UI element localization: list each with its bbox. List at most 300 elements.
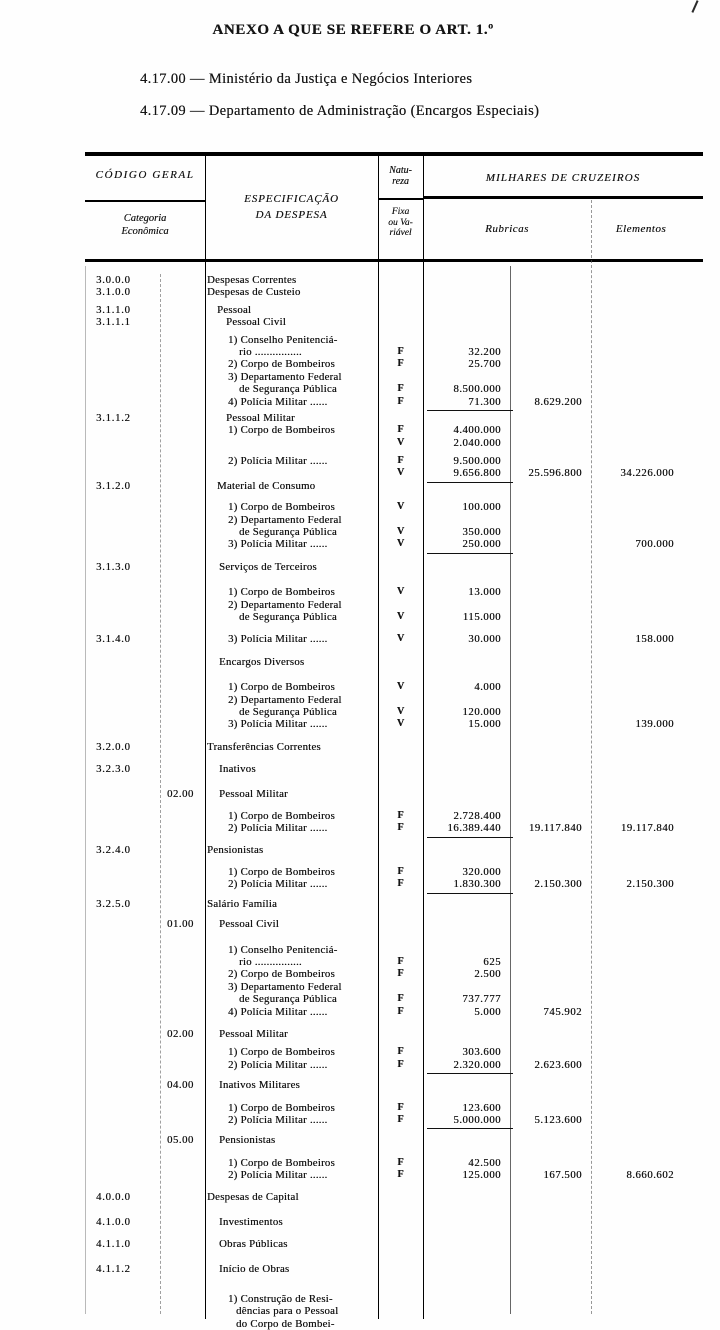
row-subcode	[160, 437, 205, 449]
row-specification: Pessoal Militar	[219, 1027, 288, 1040]
row-natureza-flag: F	[397, 455, 404, 467]
row-code	[85, 437, 160, 449]
row-elemento-value	[593, 586, 703, 598]
row-code: 3.1.1.2	[96, 411, 131, 424]
row-natureza-flag: V	[396, 467, 405, 479]
row-code: 3.1.0.0	[96, 286, 131, 299]
table-row	[85, 611, 703, 623]
row-item-value	[423, 1318, 510, 1330]
row-specification: 1) Corpo de Bombeiros	[228, 1101, 335, 1114]
row-code	[85, 1006, 160, 1018]
row-item-value	[423, 944, 510, 956]
row-subcode	[160, 810, 205, 822]
row-natureza-flag	[378, 741, 423, 753]
table-row	[85, 526, 703, 538]
row-specification: 4) Polícia Militar ......	[228, 1005, 328, 1018]
row-code	[85, 334, 160, 346]
row-rubrica-value	[510, 412, 593, 424]
row-natureza-flag	[378, 788, 423, 800]
row-rubrica-value: 19.117.840	[528, 822, 582, 835]
table-row	[85, 1191, 703, 1203]
row-code	[85, 822, 160, 834]
table-row	[85, 455, 703, 467]
row-elemento-value	[593, 304, 703, 316]
header-especificacao-line2: DA DESPESA	[255, 209, 328, 221]
row-code	[85, 1305, 160, 1317]
row-specification: 4) Polícia Militar ......	[228, 395, 328, 408]
row-subcode	[160, 334, 205, 346]
row-natureza-flag	[378, 1318, 423, 1330]
row-natureza-flag	[378, 371, 423, 383]
row-rubrica-value: 167.500	[543, 1169, 582, 1182]
row-elemento-value	[593, 1006, 703, 1018]
row-rubrica-value	[510, 741, 593, 753]
row-item-value	[423, 844, 510, 856]
row-natureza-flag: V	[396, 681, 405, 693]
row-elemento-value	[593, 611, 703, 623]
row-specification: 3) Polícia Militar ......	[228, 718, 328, 731]
row-elemento-value	[593, 944, 703, 956]
row-item-value	[423, 480, 510, 492]
header-natureza-line1: Natu-	[389, 165, 412, 176]
header-natureza	[378, 165, 423, 187]
row-subcode	[160, 480, 205, 492]
row-code	[85, 1134, 160, 1146]
row-elemento-value	[593, 993, 703, 1005]
row-elemento-value	[593, 412, 703, 424]
row-natureza-flag	[378, 1216, 423, 1228]
subtotal-rule	[427, 837, 513, 838]
row-item-value: 2.320.000	[453, 1058, 501, 1071]
header-milhares-de-cruzeiros: MILHARES DE CRUZEIROS	[485, 172, 641, 184]
row-subcode	[160, 599, 205, 611]
row-code	[85, 538, 160, 550]
row-rubrica-value	[510, 1191, 593, 1203]
row-code	[85, 1046, 160, 1058]
row-specification: 1) Construção de Resi-	[228, 1293, 333, 1306]
subtotal-rule	[427, 410, 513, 411]
row-elemento-value: 139.000	[635, 718, 674, 731]
row-code	[85, 371, 160, 383]
row-subcode: 01.00	[167, 918, 194, 931]
row-elemento-value	[593, 1134, 703, 1146]
row-natureza-flag: F	[397, 395, 404, 407]
row-item-value: 120.000	[462, 705, 501, 718]
row-natureza-flag	[378, 898, 423, 910]
row-item-value	[423, 656, 510, 668]
row-item-value	[423, 981, 510, 993]
row-subcode	[160, 1305, 205, 1317]
row-subcode	[160, 538, 205, 550]
row-natureza-flag	[378, 304, 423, 316]
row-natureza-flag	[378, 316, 423, 328]
row-item-value	[423, 286, 510, 298]
row-code: 3.1.1.1	[96, 316, 131, 329]
table-row	[85, 599, 703, 611]
row-elemento-value	[593, 599, 703, 611]
row-code	[85, 694, 160, 706]
row-natureza-flag	[378, 514, 423, 526]
subtotal-rule	[427, 1128, 513, 1129]
row-code	[85, 396, 160, 408]
row-subcode	[160, 316, 205, 328]
row-item-value	[423, 1305, 510, 1317]
row-subcode	[160, 898, 205, 910]
row-rubrica-value	[510, 656, 593, 668]
row-subcode	[160, 968, 205, 980]
table-row	[85, 822, 703, 834]
subtotal-rule	[427, 893, 513, 894]
row-item-value	[423, 316, 510, 328]
row-elemento-value	[593, 455, 703, 467]
row-subcode	[160, 1216, 205, 1228]
row-natureza-flag: V	[396, 501, 405, 513]
row-natureza-flag: V	[396, 538, 405, 550]
row-item-value: 115.000	[462, 610, 501, 623]
row-natureza-flag	[378, 1305, 423, 1317]
row-item-value	[423, 788, 510, 800]
row-specification: 2) Polícia Militar ......	[228, 1058, 328, 1071]
row-specification: de Segurança Pública	[239, 610, 337, 623]
row-natureza-flag: V	[396, 705, 405, 717]
row-code	[85, 599, 160, 611]
table-row	[85, 944, 703, 956]
budget-table	[85, 152, 703, 1330]
row-specification: 2) Polícia Militar ......	[228, 455, 328, 468]
row-natureza-flag: F	[397, 968, 404, 980]
row-natureza-flag	[378, 981, 423, 993]
row-subcode: 05.00	[167, 1134, 194, 1147]
row-elemento-value	[593, 371, 703, 383]
header-categoria-line1: Categoria	[123, 213, 167, 224]
table-row	[85, 718, 703, 730]
row-elemento-value: 34.226.000	[620, 467, 674, 480]
row-natureza-flag	[378, 480, 423, 492]
row-specification: 1) Corpo de Bombeiros	[228, 586, 335, 599]
row-subcode	[160, 412, 205, 424]
row-rubrica-value	[510, 304, 593, 316]
row-subcode	[160, 346, 205, 358]
row-specification: 2) Polícia Militar ......	[228, 822, 328, 835]
table-row	[85, 286, 703, 298]
row-item-value: 9.500.000	[453, 455, 501, 468]
row-code	[85, 918, 160, 930]
row-item-value: 737.777	[462, 993, 501, 1006]
row-subcode	[160, 1059, 205, 1071]
row-subcode	[160, 526, 205, 538]
row-item-value: 4.000	[474, 681, 501, 694]
row-specification: 1) Corpo de Bombeiros	[228, 424, 335, 437]
row-natureza-flag: V	[396, 526, 405, 538]
row-subcode	[160, 1293, 205, 1305]
row-rubrica-value	[510, 918, 593, 930]
row-natureza-flag: F	[397, 358, 404, 370]
row-rubrica-value	[510, 633, 593, 645]
header-rubricas: Rubricas	[485, 223, 529, 235]
table-row	[85, 1079, 703, 1091]
table-row	[85, 412, 703, 424]
row-specification: 2) Polícia Militar ......	[228, 878, 328, 891]
table-row	[85, 467, 703, 479]
row-item-value: 15.000	[468, 718, 501, 731]
row-code	[85, 526, 160, 538]
row-natureza-flag: F	[397, 1113, 404, 1125]
row-rubrica-value	[510, 1305, 593, 1317]
row-item-value: 2.040.000	[453, 436, 501, 449]
table-row	[85, 981, 703, 993]
row-code	[85, 1028, 160, 1040]
row-item-value: 1.830.300	[453, 878, 501, 891]
row-item-value: 32.200	[468, 345, 501, 358]
row-elemento-value	[593, 656, 703, 668]
row-rubrica-value	[510, 718, 593, 730]
row-subcode	[160, 467, 205, 479]
row-rubrica-value	[510, 681, 593, 693]
table-row	[85, 1293, 703, 1305]
row-code	[85, 993, 160, 1005]
table-body	[85, 262, 703, 1330]
row-code	[85, 1157, 160, 1169]
row-rubrica-value	[510, 437, 593, 449]
table-row	[85, 956, 703, 968]
row-subcode: 04.00	[167, 1079, 194, 1092]
row-natureza-flag	[378, 944, 423, 956]
row-subcode	[160, 844, 205, 856]
row-specification: 1) Corpo de Bombeiros	[228, 501, 335, 514]
row-elemento-value	[593, 788, 703, 800]
row-specification: 1) Corpo de Bombeiros	[228, 1156, 335, 1169]
row-natureza-flag: V	[396, 436, 405, 448]
table-row	[85, 656, 703, 668]
row-code	[85, 514, 160, 526]
table-row	[85, 371, 703, 383]
row-code: 3.1.1.0	[96, 303, 131, 316]
row-natureza-flag	[378, 844, 423, 856]
row-specification: Pensionistas	[207, 843, 264, 856]
row-item-value	[423, 1028, 510, 1040]
table-row	[85, 358, 703, 370]
row-specification: Despesas de Custeio	[207, 286, 301, 299]
row-rubrica-value	[510, 1293, 593, 1305]
row-rubrica-value	[510, 1318, 593, 1330]
row-elemento-value	[593, 396, 703, 408]
row-elemento-value	[593, 526, 703, 538]
table-row	[85, 681, 703, 693]
table-row	[85, 304, 703, 316]
row-code	[85, 788, 160, 800]
subtotal-rule	[427, 1073, 513, 1074]
row-subcode	[160, 944, 205, 956]
table-row	[85, 1114, 703, 1126]
row-elemento-value	[593, 681, 703, 693]
row-rubrica-value	[510, 358, 593, 370]
row-rubrica-value	[510, 599, 593, 611]
row-rubrica-value: 2.150.300	[534, 878, 582, 891]
row-subcode	[160, 706, 205, 718]
row-code	[85, 810, 160, 822]
row-natureza-flag: F	[397, 1005, 404, 1017]
row-code	[85, 611, 160, 623]
ministry-line: 4.17.00 — Ministério da Justiça e Negócios Interiores	[140, 71, 473, 87]
row-elemento-value	[593, 383, 703, 395]
row-subcode	[160, 396, 205, 408]
row-item-value	[423, 1216, 510, 1228]
table-row	[85, 810, 703, 822]
row-elemento-value	[593, 866, 703, 878]
table-row	[85, 968, 703, 980]
row-specification: do Corpo de Bombei-	[236, 1317, 335, 1330]
header-natureza-line2: reza	[392, 176, 409, 187]
table-row	[85, 763, 703, 775]
row-subcode	[160, 763, 205, 775]
row-rubrica-value	[510, 526, 593, 538]
row-elemento-value	[593, 334, 703, 346]
row-subcode	[160, 1157, 205, 1169]
row-subcode	[160, 681, 205, 693]
table-row	[85, 437, 703, 449]
row-specification: Pessoal Civil	[219, 918, 279, 931]
row-item-value	[423, 1238, 510, 1250]
row-subcode	[160, 656, 205, 668]
row-code	[85, 878, 160, 890]
row-elemento-value: 8.660.602	[626, 1169, 674, 1182]
row-code	[85, 706, 160, 718]
row-code	[85, 968, 160, 980]
row-elemento-value	[593, 437, 703, 449]
row-subcode	[160, 586, 205, 598]
row-rubrica-value	[510, 316, 593, 328]
row-specification: Pessoal	[217, 303, 252, 316]
row-specification: rio ................	[239, 956, 302, 969]
row-subcode	[160, 878, 205, 890]
row-rubrica-value	[510, 706, 593, 718]
row-natureza-flag: F	[397, 809, 404, 821]
row-elemento-value	[593, 1157, 703, 1169]
row-elemento-value	[593, 286, 703, 298]
row-rubrica-value: 2.623.600	[534, 1058, 582, 1071]
row-specification: de Segurança Pública	[239, 705, 337, 718]
row-elemento-value	[593, 968, 703, 980]
row-subcode	[160, 1006, 205, 1018]
row-natureza-flag: V	[396, 718, 405, 730]
table-row	[85, 561, 703, 573]
row-specification: Investimentos	[219, 1215, 283, 1228]
row-rubrica-value	[510, 346, 593, 358]
row-subcode	[160, 866, 205, 878]
row-rubrica-value	[510, 993, 593, 1005]
row-elemento-value: 19.117.840	[620, 822, 674, 835]
table-row	[85, 316, 703, 328]
row-item-value: 71.300	[468, 395, 501, 408]
row-specification: 2) Corpo de Bombeiros	[228, 968, 335, 981]
row-specification: Início de Obras	[219, 1262, 290, 1275]
row-specification: Pessoal Militar	[226, 411, 295, 424]
row-specification: dências para o Pessoal	[236, 1305, 339, 1318]
row-specification: 3) Polícia Militar ......	[228, 538, 328, 551]
row-rubrica-value: 25.596.800	[528, 467, 582, 480]
table-row	[85, 501, 703, 513]
row-natureza-flag	[378, 1191, 423, 1203]
row-code	[85, 956, 160, 968]
row-natureza-flag: V	[396, 586, 405, 598]
row-code	[85, 501, 160, 513]
row-natureza-flag: F	[397, 878, 404, 890]
row-natureza-flag: F	[397, 345, 404, 357]
row-subcode	[160, 514, 205, 526]
row-rubrica-value	[510, 1102, 593, 1114]
row-subcode	[160, 561, 205, 573]
table-row	[85, 788, 703, 800]
row-subcode	[160, 1046, 205, 1058]
row-elemento-value	[593, 1191, 703, 1203]
row-code: 3.2.5.0	[96, 897, 131, 910]
row-natureza-flag: F	[397, 993, 404, 1005]
row-specification: Salário Família	[207, 897, 278, 910]
row-natureza-flag: F	[397, 1046, 404, 1058]
row-specification: Despesas de Capital	[207, 1191, 299, 1204]
row-code	[85, 681, 160, 693]
row-natureza-flag	[378, 1079, 423, 1091]
row-item-value	[423, 918, 510, 930]
row-item-value	[423, 371, 510, 383]
row-rubrica-value	[510, 514, 593, 526]
row-subcode	[160, 993, 205, 1005]
row-specification: 2) Polícia Militar ......	[228, 1113, 328, 1126]
row-code: 3.1.3.0	[96, 560, 131, 573]
header-fixa-line3: riável	[389, 228, 412, 238]
row-specification: 1) Corpo de Bombeiros	[228, 681, 335, 694]
row-rubrica-value	[510, 371, 593, 383]
row-elemento-value	[593, 1293, 703, 1305]
row-rubrica-value	[510, 844, 593, 856]
row-item-value: 123.600	[462, 1101, 501, 1114]
header-rule	[378, 198, 423, 200]
header-fixa-line1: Fixa	[391, 207, 410, 217]
row-rubrica-value	[510, 561, 593, 573]
table-row	[85, 918, 703, 930]
row-code	[85, 1079, 160, 1091]
table-row	[85, 844, 703, 856]
row-code	[85, 586, 160, 598]
scan-artifact-mark	[691, 0, 698, 13]
table-row	[85, 1169, 703, 1181]
row-rubrica-value	[510, 763, 593, 775]
table-row	[85, 898, 703, 910]
row-rubrica-value	[510, 586, 593, 598]
row-rubrica-value	[510, 334, 593, 346]
row-subcode	[160, 822, 205, 834]
row-specification: Pensionistas	[219, 1134, 276, 1147]
row-subcode	[160, 501, 205, 513]
row-item-value: 625	[483, 956, 501, 969]
row-item-value: 125.000	[462, 1169, 501, 1182]
row-elemento-value	[593, 1318, 703, 1330]
row-specification: 1) Corpo de Bombeiros	[228, 809, 335, 822]
row-code: 4.1.1.0	[96, 1238, 131, 1251]
table-row	[85, 1059, 703, 1071]
row-item-value	[423, 412, 510, 424]
row-specification: Encargos Diversos	[219, 655, 305, 668]
row-elemento-value: 158.000	[635, 633, 674, 646]
table-row	[85, 383, 703, 395]
row-natureza-flag: F	[397, 1058, 404, 1070]
row-item-value: 100.000	[462, 501, 501, 514]
header-rule	[423, 196, 703, 199]
row-elemento-value	[593, 1238, 703, 1250]
row-item-value	[423, 694, 510, 706]
row-elemento-value	[593, 1263, 703, 1275]
row-rubrica-value	[510, 866, 593, 878]
